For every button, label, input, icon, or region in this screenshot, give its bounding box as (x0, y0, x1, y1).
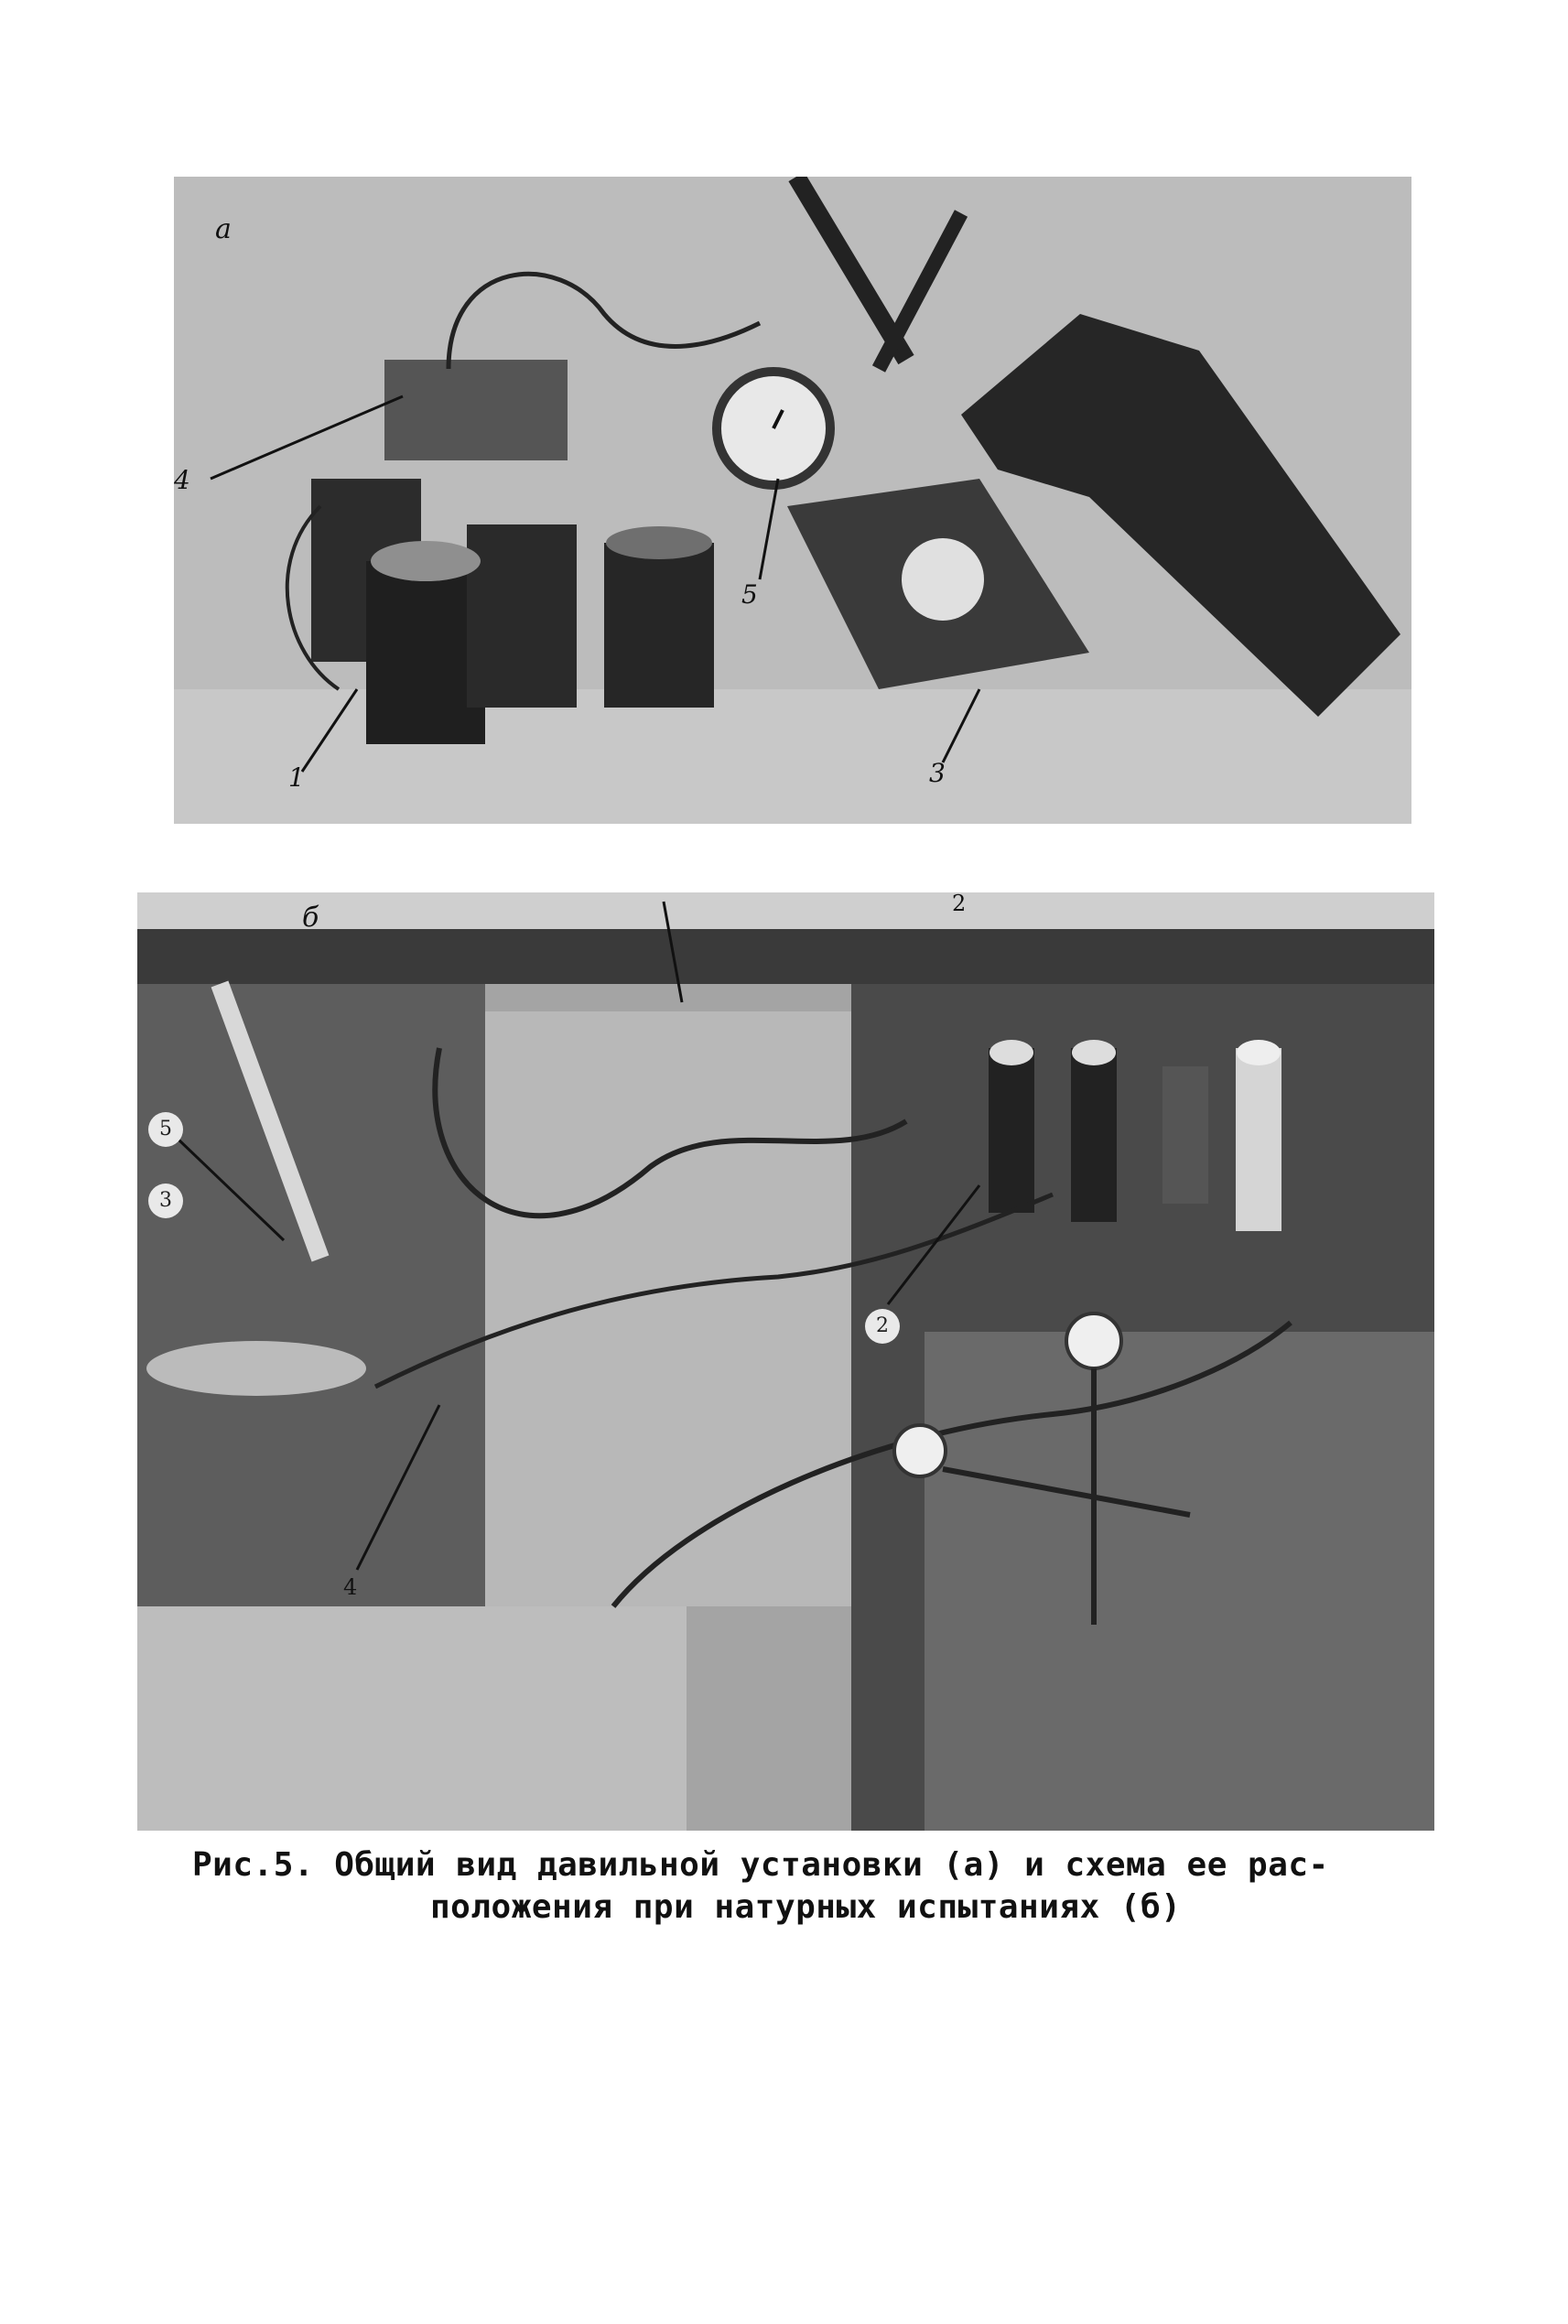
callout-4: 4 (174, 465, 190, 495)
callout-3-badge: 3 (148, 1184, 183, 1218)
callout-5-badge: 5 (148, 1112, 183, 1147)
callout-1: 1 (288, 762, 305, 793)
photo-a-panel-label: а (215, 213, 232, 245)
callout-3: 3 (929, 758, 946, 788)
photo-b-illustration (137, 892, 1434, 1831)
photo-b-field-test-layout (137, 892, 1434, 1831)
photo-a-illustration (174, 177, 1411, 824)
callout-4-label: 4 (343, 1574, 358, 1600)
callout-2-top: 2 (952, 892, 967, 916)
figure-caption (192, 1844, 1410, 1929)
photo-a-pressing-device (174, 177, 1411, 824)
callout-5: 5 (741, 579, 758, 610)
caption-line-2: положения при натурных испытаниях (б) (430, 1888, 1182, 1926)
caption-line-1: Рис.5. Общий вид давильной установки (а) и схема ее рас- (192, 1846, 1329, 1884)
callout-2-badge: 2 (865, 1309, 900, 1344)
photo-b-panel-label: б (302, 902, 319, 934)
